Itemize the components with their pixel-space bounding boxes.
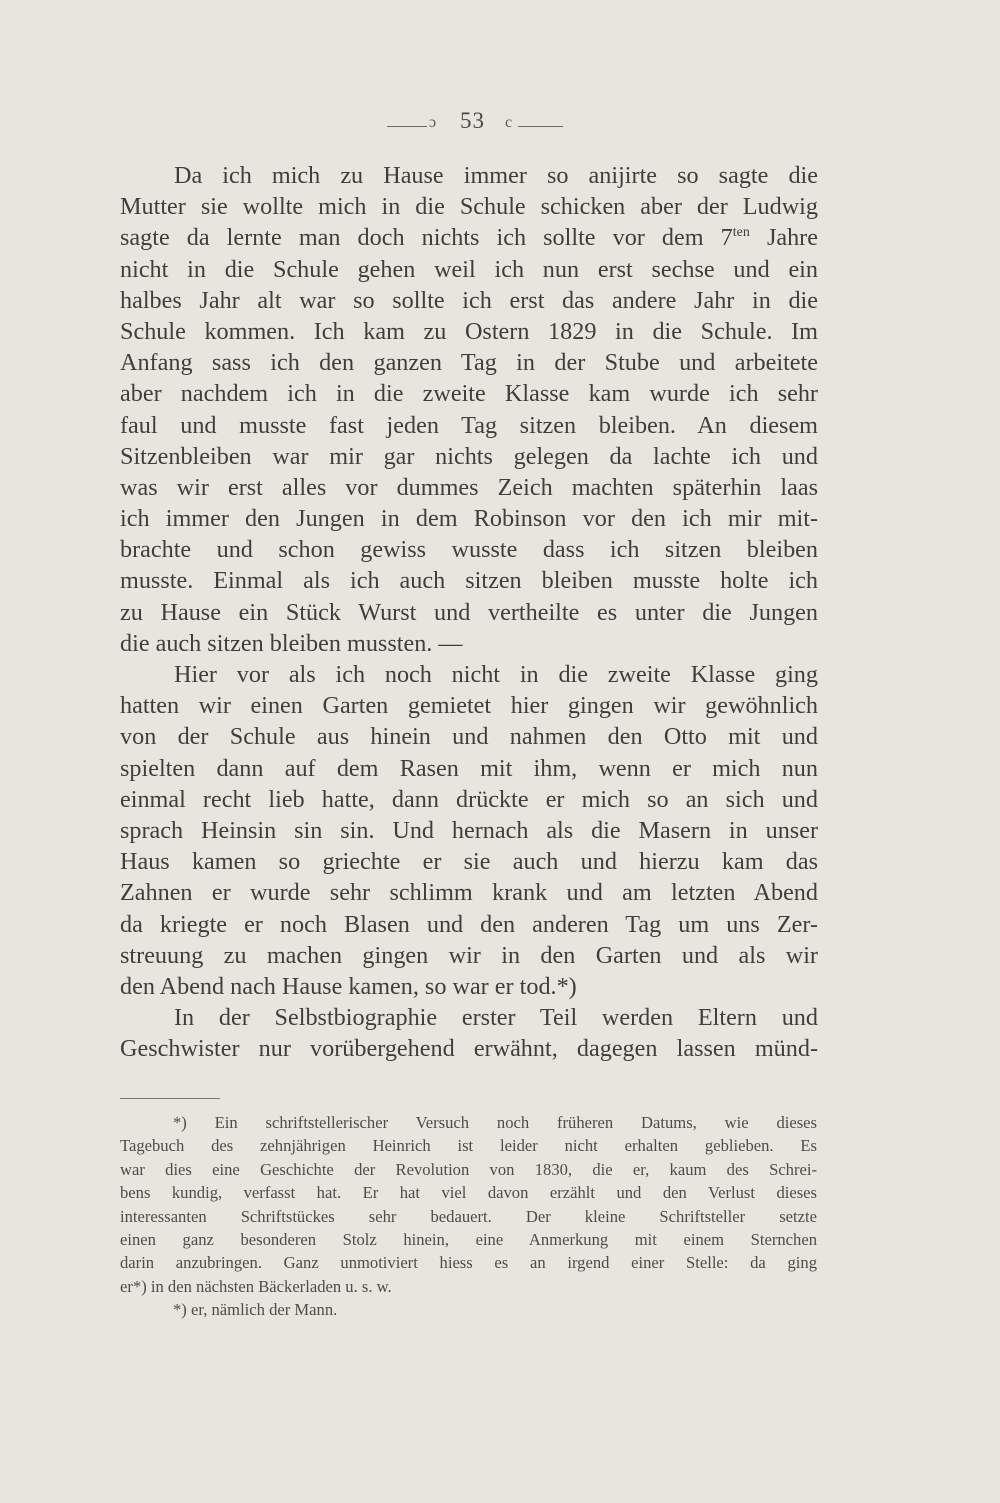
text-line: da kriegte er noch Blasen und den anderen Tag um uns Zer- [120, 910, 818, 938]
text-line: Schule kommen. Ich kam zu Ostern 1829 in die Schule. Im [120, 317, 818, 345]
text-line: Hier vor als ich noch nicht in die zweite Klasse ging [174, 661, 818, 688]
header-rule-right [518, 126, 563, 127]
text-line: Geschwister nur vorübergehend erwähnt, dagegen lassen münd- [120, 1035, 818, 1063]
footnote-line: Tagebuch des zehnjährigen Heinrich ist leider nicht erhalten geblieben. Es [120, 1136, 817, 1156]
main-text [120, 160, 818, 1064]
footnote-separator [120, 1098, 220, 1099]
text-line: faul und musste fast jeden Tag sitzen bleiben. An diesem [120, 411, 818, 439]
text-line: von der Schule aus hinein und nahmen den Otto mit und [120, 723, 818, 751]
text-line: einmal recht lieb hatte, dann drückte er mich so an sich und [120, 785, 818, 813]
footnotes [120, 1111, 817, 1322]
footnote-line: interessanten Schriftstückes sehr bedauert. Der kleine Schriftsteller setzte [120, 1206, 817, 1226]
header-ornament-left: ɔ [429, 114, 437, 131]
text-line: den Abend nach Hause kamen, so war er tod.*) [120, 972, 577, 1000]
text-line: halbes Jahr alt war so sollte ich erst das andere Jahr in die [120, 286, 818, 314]
text-line: spielten dann auf dem Rasen mit ihm, wenn er mich nun [120, 754, 818, 782]
page-number: 53 [460, 108, 485, 133]
text-line: brachte und schon gewiss wusste dass ich sitzen bleiben [120, 536, 818, 564]
text-line: Haus kamen so griechte er sie auch und hierzu kam das [120, 848, 818, 876]
text-line: was wir erst alles vor dummes Zeich machten späterhin laas [120, 473, 818, 501]
text-line: sprach Heinsin sin sin. Und hernach als die Masern in unser [120, 816, 818, 844]
footnote-line: einen ganz besonderen Stolz hinein, eine Anmerkung mit einem Sternchen [120, 1229, 817, 1249]
text-line: ich immer den Jungen in dem Robinson vor den ich mir mit- [120, 505, 818, 533]
text-line: streuung zu machen gingen wir in den Garten und als wir [120, 941, 818, 969]
text-line: Da ich mich zu Hause immer so anijirte so sagte die [174, 162, 818, 189]
text-line: musste. Einmal als ich auch sitzen bleiben musste holte ich [120, 567, 818, 595]
footnote-line: war dies eine Geschichte der Revolution von 1830, die er, kaum des Schrei- [120, 1159, 817, 1179]
text-line: Mutter sie wollte mich in die Schule schicken aber der Ludwig [120, 193, 818, 221]
text-line: aber nachdem ich in die zweite Klasse kam wurde ich sehr [120, 380, 818, 408]
footnote-line: *) er, nämlich der Mann. [173, 1300, 338, 1320]
footnote-line: bens kundig, verfasst hat. Er hat viel davon erzählt und den Verlust dieses [120, 1183, 817, 1203]
text-line: die auch sitzen bleiben mussten. — [120, 629, 463, 657]
text-line: Sitzenbleiben war mir gar nichts gelegen da lachte ich und [120, 442, 818, 470]
header-ornament-right: c [505, 114, 513, 131]
footnote-line: er*) in den nächsten Bäckerladen u. s. w. [120, 1276, 392, 1296]
header-rule-left [387, 126, 427, 127]
text-line: sagte da lernte man doch nichts ich sollte vor dem $7^{ten}$ Jahre [120, 224, 818, 252]
footnote-line: *) Ein schriftstellerischer Versuch noch früheren Datums, wie dieses [173, 1113, 817, 1132]
text-line: zu Hause ein Stück Wurst und vertheilte es unter die Jungen [120, 598, 818, 626]
text-line: In der Selbstbiographie erster Teil werden Eltern und [174, 1004, 818, 1032]
text-line: hatten wir einen Garten gemietet hier gingen wir gewöhnlich [120, 692, 818, 720]
text-line: Zahnen er wurde sehr schlimm krank und am letzten Abend [120, 879, 818, 907]
text-line: Anfang sass ich den ganzen Tag in der Stube und arbeitete [120, 349, 818, 377]
text-line: nicht in die Schule gehen weil ich nun erst sechse und ein [120, 255, 818, 283]
footnote-line: darin anzubringen. Ganz unmotiviert hiess es an irgend einer Stelle: da ging [120, 1253, 817, 1273]
page-header [0, 106, 1000, 146]
